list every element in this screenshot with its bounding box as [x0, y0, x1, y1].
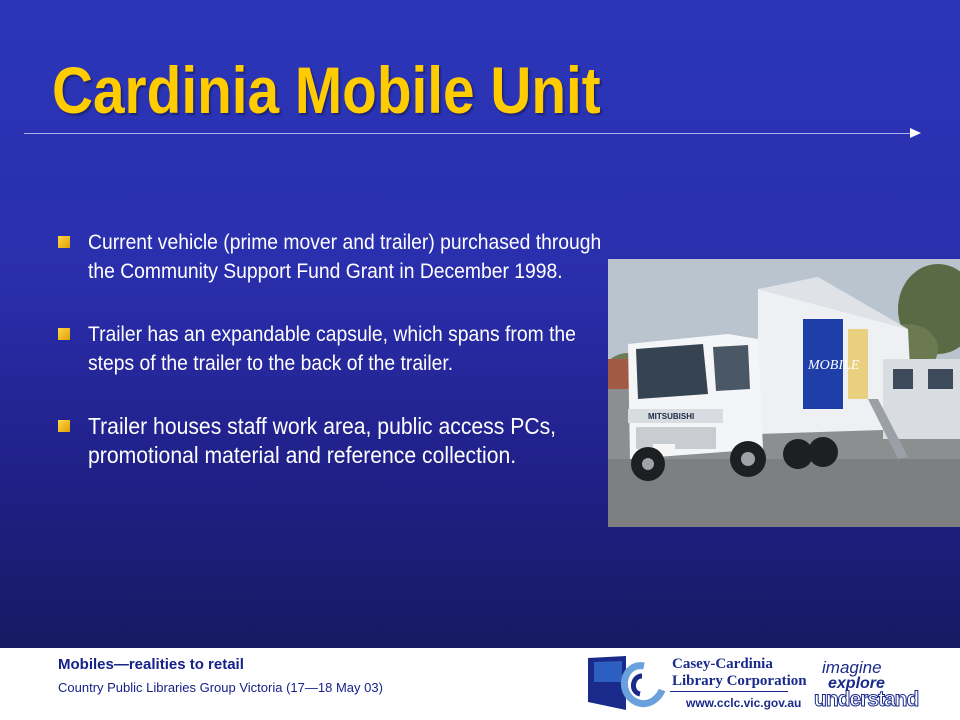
corporation-name-line1: Casey-Cardinia	[672, 656, 773, 672]
divider-arrow-icon	[910, 128, 921, 138]
footer-title: Mobiles—realities to retail	[58, 656, 244, 673]
bullet-square-icon	[58, 420, 70, 432]
bullet-item	[58, 412, 598, 470]
bullet-text: Trailer has an expandable capsule, which spans from the steps of the trailer to the back of the trailer.	[88, 323, 576, 375]
mobile-unit-photo	[608, 259, 960, 527]
bullet-text: Current vehicle (prime mover and trailer) purchased through the Community Support Fund Grant in December 1998.	[88, 231, 602, 283]
tagline-understand: understand	[814, 688, 919, 711]
tagline-explore: explore	[828, 675, 885, 692]
corporation-name	[672, 656, 807, 690]
footer-subtitle: Country Public Libraries Group Victoria (17—18 May 03)	[58, 680, 383, 695]
title-divider	[24, 133, 914, 134]
bullet-square-icon	[58, 236, 70, 248]
corporation-url: www.cclc.vic.gov.au	[686, 696, 802, 710]
footer	[0, 648, 960, 720]
logo-divider	[670, 691, 788, 692]
corporation-name-line2: Library Corporation	[672, 673, 807, 689]
truck-photo-illustration	[608, 259, 960, 527]
bullet-item	[58, 320, 598, 378]
bullet-text: Trailer houses staff work area, public access PCs, promotional material and reference collection.	[88, 413, 557, 468]
cclc-logo-icon	[584, 652, 670, 714]
bullet-list	[58, 228, 602, 504]
bullet-item	[58, 228, 602, 286]
slide-title: Cardinia Mobile Unit	[52, 53, 601, 127]
bullet-square-icon	[58, 328, 70, 340]
tagline-imagine: imagine	[822, 658, 882, 677]
truck-brand-label: MITSUBISHI	[648, 412, 695, 421]
trailer-label: MOBILE	[808, 358, 860, 373]
